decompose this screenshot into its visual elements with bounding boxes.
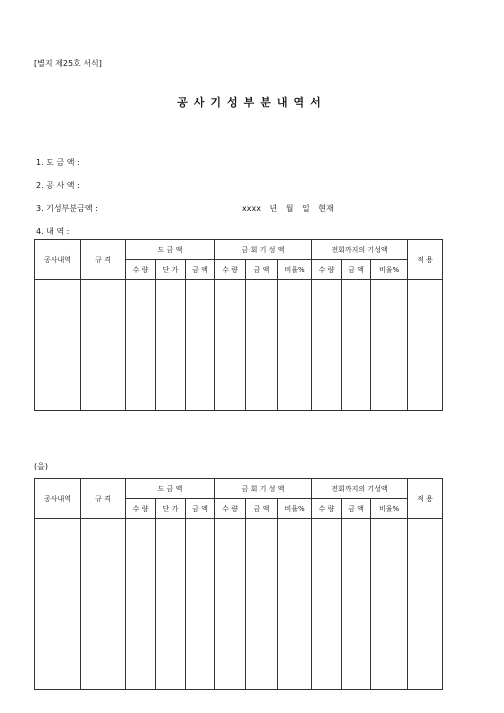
subheader-ratio: 비율% bbox=[371, 499, 408, 519]
table-cell[interactable] bbox=[35, 519, 81, 690]
table-cell[interactable] bbox=[408, 280, 443, 411]
table-cell[interactable] bbox=[215, 280, 246, 411]
subheader-ratio: 비율% bbox=[278, 499, 312, 519]
subheader-amount: 금 액 bbox=[186, 499, 215, 519]
header-item: 공사내역 bbox=[35, 479, 81, 519]
header-previous-progress: 전회까지의 기성액 bbox=[312, 479, 408, 499]
table-cell[interactable] bbox=[81, 519, 126, 690]
subheader-quantity: 수 량 bbox=[126, 260, 156, 280]
table-cell[interactable] bbox=[35, 280, 81, 411]
header-contract-amount: 도 금 액 bbox=[126, 479, 215, 499]
field-contract-amount: 1. 도 금 액 : bbox=[36, 158, 80, 167]
as-of-date: xxxx 년 월 일 현재 bbox=[242, 204, 334, 213]
subheader-amount: 금 액 bbox=[186, 260, 215, 280]
table-row bbox=[35, 519, 443, 690]
subheader-quantity: 수 량 bbox=[312, 499, 342, 519]
table-cell[interactable] bbox=[215, 519, 246, 690]
table-cell[interactable] bbox=[312, 519, 342, 690]
table-cell[interactable] bbox=[371, 519, 408, 690]
field-progress-amount: 3. 기성부분금액 : bbox=[36, 204, 98, 213]
header-remarks: 적 용 bbox=[408, 240, 443, 280]
table-cell[interactable] bbox=[156, 519, 186, 690]
table-cell[interactable] bbox=[246, 280, 278, 411]
table-cell[interactable] bbox=[126, 280, 156, 411]
table-cell[interactable] bbox=[186, 519, 215, 690]
progress-table-1 bbox=[34, 239, 443, 411]
table-cell[interactable] bbox=[342, 519, 371, 690]
table-row bbox=[35, 280, 443, 411]
header-item: 공사내역 bbox=[35, 240, 81, 280]
subheader-unit-price: 단 가 bbox=[156, 260, 186, 280]
subheader-amount: 금 액 bbox=[246, 260, 278, 280]
header-current-progress: 금 회 기 성 액 bbox=[215, 479, 312, 499]
subheader-quantity: 수 량 bbox=[312, 260, 342, 280]
field-construction: 2. 공 사 액 : bbox=[36, 181, 80, 190]
header-contract-amount: 도 금 액 bbox=[126, 240, 215, 260]
header-remarks: 적 용 bbox=[408, 479, 443, 519]
form-number: [별지 제25호 서식] bbox=[34, 59, 102, 68]
subheader-amount: 금 액 bbox=[342, 499, 371, 519]
subheader-amount: 금 액 bbox=[246, 499, 278, 519]
table-cell[interactable] bbox=[342, 280, 371, 411]
progress-table-2 bbox=[34, 478, 443, 690]
table-cell[interactable] bbox=[156, 280, 186, 411]
table-cell[interactable] bbox=[312, 280, 342, 411]
table-cell[interactable] bbox=[186, 280, 215, 411]
table-cell[interactable] bbox=[278, 519, 312, 690]
subheader-ratio: 비율% bbox=[278, 260, 312, 280]
table-cell[interactable] bbox=[278, 280, 312, 411]
table-cell[interactable] bbox=[81, 280, 126, 411]
table-cell[interactable] bbox=[371, 280, 408, 411]
field-details: 4. 내 역 : bbox=[36, 227, 70, 236]
table-cell[interactable] bbox=[408, 519, 443, 690]
header-spec: 규 격 bbox=[81, 240, 126, 280]
header-spec: 규 격 bbox=[81, 479, 126, 519]
table-cell[interactable] bbox=[246, 519, 278, 690]
subheader-ratio: 비율% bbox=[371, 260, 408, 280]
subheader-quantity: 수 량 bbox=[126, 499, 156, 519]
subheader-amount: 금 액 bbox=[342, 260, 371, 280]
subheader-quantity: 수 량 bbox=[215, 499, 246, 519]
table-cell[interactable] bbox=[126, 519, 156, 690]
subheader-unit-price: 단 가 bbox=[156, 499, 186, 519]
header-previous-progress: 전회까지의 기성액 bbox=[312, 240, 408, 260]
subheader-quantity: 수 량 bbox=[215, 260, 246, 280]
continuation-label: (을) bbox=[34, 462, 48, 471]
header-current-progress: 금 회 기 성 액 bbox=[215, 240, 312, 260]
page-title: 공사기성부분내역서 bbox=[177, 96, 327, 109]
